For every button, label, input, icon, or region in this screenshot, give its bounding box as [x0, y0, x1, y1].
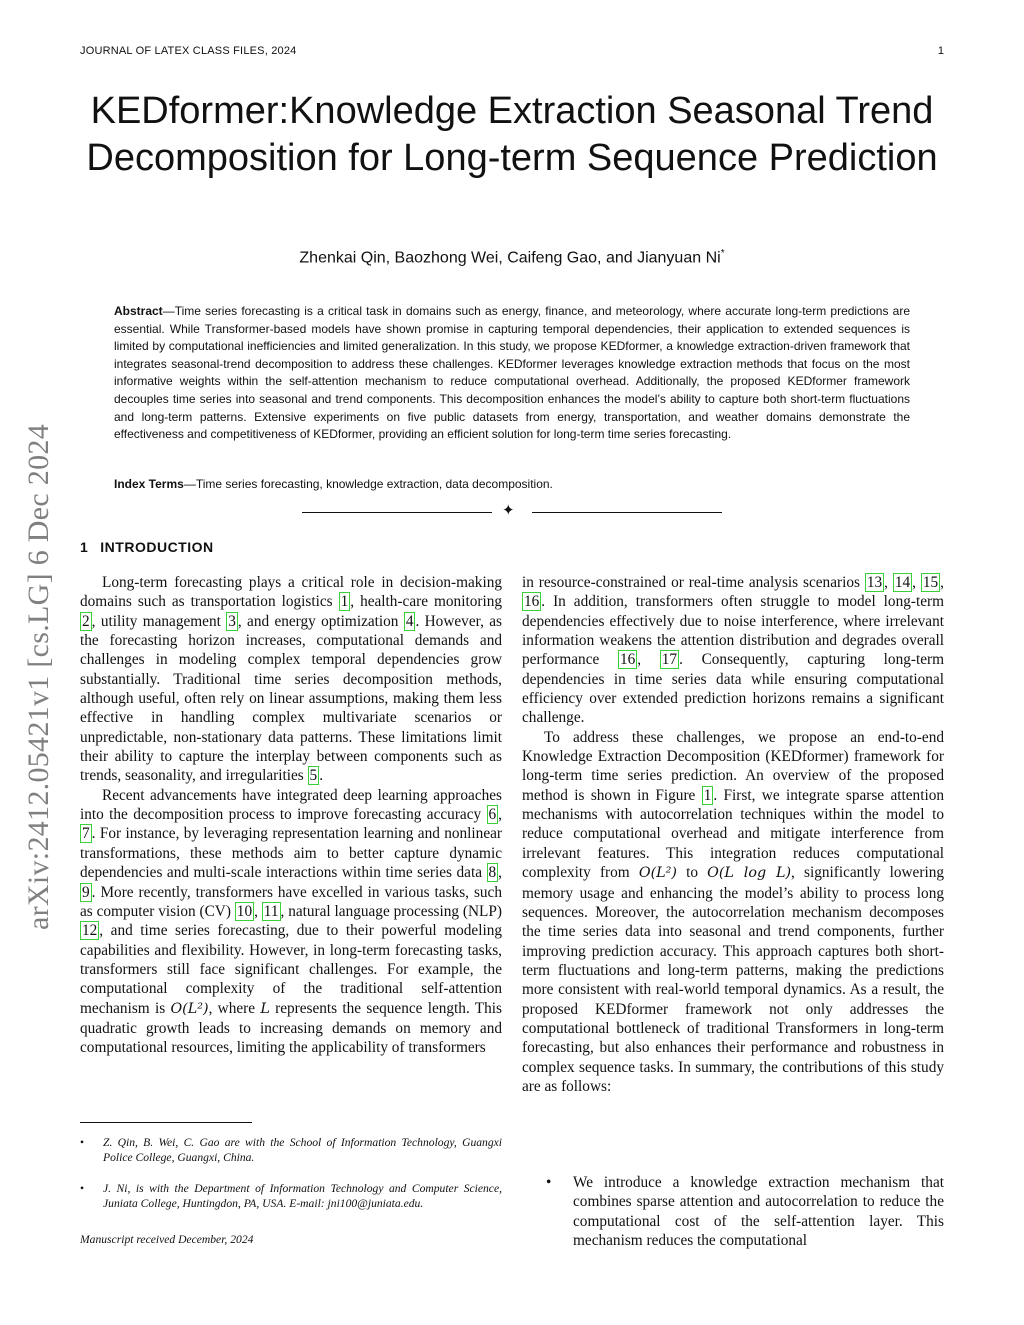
- abstract: [114, 303, 910, 444]
- abstract-label: Abstract: [114, 304, 163, 318]
- intro-paragraph-1: Long-term forecasting plays a critical role in decision-making domains such as transportation logistics 1 , health-care monitoring 2 , utility management 3 , and energy optimization 4 . However, as the forecasting horizon increases, computational demands and challenges in modeling complex temporal dependencies grow substantially. Traditional time series decomposition methods, although useful, often rely on linear assumptions, making them less effective in handling complex multivariate scenarios or unpredictable, non-stationary data patterns. These limitations limit their ability to capture the interplay between components such as trends, seasonality, and irregularities 5 .: [80, 574, 502, 785]
- figure-link[interactable]: 1: [703, 786, 712, 804]
- contribution-item-1: We introduce a knowledge extraction mechanism that combines sparse attention and autocorrelation to reduce the computational cost of the self-attention layer. This mechanism reduces the computational: [573, 1174, 944, 1250]
- author-names: Zhenkai Qin, Baozhong Wei, Caifeng Gao, and Jianyuan Ni: [299, 249, 721, 267]
- bullet-icon: •: [80, 1136, 85, 1149]
- section-divider: [302, 503, 722, 520]
- index-terms-text: —Time series forecasting, knowledge extraction, data decomposition.: [183, 477, 553, 491]
- citation-link[interactable]: 17: [661, 651, 678, 669]
- section-heading: [80, 539, 214, 555]
- citation-link[interactable]: 7: [82, 825, 90, 843]
- manuscript-note: Manuscript received December, 2024: [80, 1233, 254, 1246]
- math-complexity-quadratic: O(L²): [638, 865, 677, 882]
- intro-paragraph-3: in resource-constrained or real-time analysis scenarios 13 , 14 , 15 , 16 . In addition, transformers often struggle to model long-term dependencies effectively due to noise interference, where irrelevant information weakens the attention distribution and degrades overall performance 16 , 17 . Consequently, capturing long-term dependencies in time series data while ensuring computational efficiency over extended prediction horizons remains a significant challenge.: [522, 574, 944, 727]
- footnote-affiliation-2: • J. Ni, is with the Department of Information Technology and Computer Science, Juniata College, Huntingdon, PA, USA. E-mail: jni100@juniata.edu.: [80, 1182, 502, 1210]
- abstract-text: —Time series forecasting is a critical task in domains such as energy, finance, and meteorology, where accurate long-term predictions are essential. While Transformer-based models have shown promise in capturing temporal dependencies, their application to extended sequences is limited by computational inefficiencies and limited generalization. In this study, we propose KEDformer, a knowledge extraction-driven framework that integrates seasonal-trend decomposition to address these challenges. KEDformer leverages knowledge extraction methods that focus on the most informative weights within the self-attention mechanism to reduce computational overhead. Additionally, the proposed KEDformer framework decouples time series into seasonal and trend components. This decomposition enhances the model’s ability to capture both short-term fluctuations and long-term patterns. Extensive experiments on five public datasets from energy, transportation, and weather domains demonstrate the effectiveness and competitiveness of KEDformer, providing an efficient solution for long-term time series forecasting.: [114, 304, 910, 442]
- citation-link[interactable]: 4: [405, 612, 414, 630]
- divider-line-left: [302, 512, 492, 513]
- citation-link[interactable]: 1: [340, 593, 349, 611]
- left-column: [80, 573, 502, 1058]
- page-number: 1: [937, 45, 944, 57]
- divider-line-right: [532, 512, 722, 513]
- citation-link[interactable]: 16: [524, 593, 540, 611]
- bullet-icon: •: [80, 1182, 85, 1195]
- citation-link[interactable]: 2: [82, 612, 90, 630]
- author-list: [80, 248, 944, 267]
- footnote-affiliation-1: • Z. Qin, B. Wei, C. Gao are with the School of Information Technology, Guangxi Police College, Guangxi, China.: [80, 1136, 502, 1164]
- citation-link[interactable]: 13: [866, 574, 883, 591]
- corresponding-author-mark: *: [720, 248, 725, 259]
- section-title: INTRODUCTION: [100, 539, 214, 555]
- citation-link[interactable]: 3: [228, 612, 236, 630]
- math-complexity-quadratic: O(L²): [170, 1000, 209, 1017]
- citation-link[interactable]: 6: [488, 806, 497, 824]
- right-column: [522, 573, 944, 1096]
- section-number: 1: [80, 539, 89, 555]
- paper-title: KEDformer:Knowledge Extraction Seasonal Trend Decomposition for Long-term Sequence Prediction: [86, 90, 938, 179]
- citation-link[interactable]: 9: [82, 883, 90, 901]
- math-complexity-loglinear: O(L log L): [707, 865, 792, 882]
- citation-link[interactable]: 15: [922, 574, 939, 591]
- running-head: JOURNAL OF LATEX CLASS FILES, 2024: [80, 45, 297, 57]
- intro-paragraph-4: To address these challenges, we propose an end-to-end Knowledge Extraction Decomposition (KEDformer) framework for long-term time series prediction. An overview of the proposed method is shown in Figure 1 . First, we integrate sparse attention mechanisms with autocorrelation techniques within the model to reduce computational overhead and mitigate interference from irrelevant features. This integration reduces computational complexity from O(L²) to O(L log L), significantly lowering memory usage and enhancing the model’s ability to process long sequences. Moreover, the autocorrelation mechanism decomposes the time series data into seasonal and trend components, further improving prediction accuracy. This approach captures both short-term fluctuations and long-term patterns, making the predictions more consistent with real-world temporal dynamics. As a result, the proposed KEDformer framework not only addresses the computational bottleneck of traditional Transformers in long-term forecasting, but also enhances their performance and robustness in complex sequence tasks. In summary, the contributions of this study are as follows:: [522, 728, 944, 1095]
- contribution-list: [522, 1173, 944, 1250]
- citation-link[interactable]: 12: [82, 922, 98, 940]
- citation-link[interactable]: 5: [309, 767, 318, 785]
- math-sequence-length: L: [260, 1000, 270, 1017]
- citation-link[interactable]: 8: [488, 864, 497, 882]
- footnote-rule: [80, 1122, 252, 1123]
- divider-star-icon: ✦: [502, 503, 515, 519]
- bullet-icon: •: [546, 1174, 552, 1191]
- index-terms-label: Index Terms: [114, 477, 184, 491]
- citation-link[interactable]: 16: [619, 651, 636, 669]
- citation-link[interactable]: 11: [263, 902, 279, 920]
- citation-link[interactable]: 10: [236, 902, 253, 920]
- citation-link[interactable]: 14: [894, 574, 911, 591]
- intro-paragraph-2: Recent advancements have integrated deep learning approaches into the decomposition process to improve forecasting accuracy 6 , 7 . For instance, by leveraging representation learning and nonlinear transformations, these methods aim to better capture dynamic dependencies and multi-scale interactions within time series data 8 , 9 . More recently, transformers have excelled in various tasks, such as computer vision (CV) 10 , 11 , natural language processing (NLP) 12 , and time series forecasting, due to their powerful modeling capabilities and flexibility. However, in long-term forecasting tasks, transformers still face significant challenges. For example, the computational complexity of the traditional self-attention mechanism is O(L²), where L represents the sequence length. This quadratic growth leads to increasing demands on memory and computational resources, limiting the applicability of transformers: [80, 786, 502, 1057]
- arxiv-stamp: arXiv:2412.05421v1 [cs.LG] 6 Dec 2024: [22, 424, 55, 930]
- index-terms: [114, 477, 910, 491]
